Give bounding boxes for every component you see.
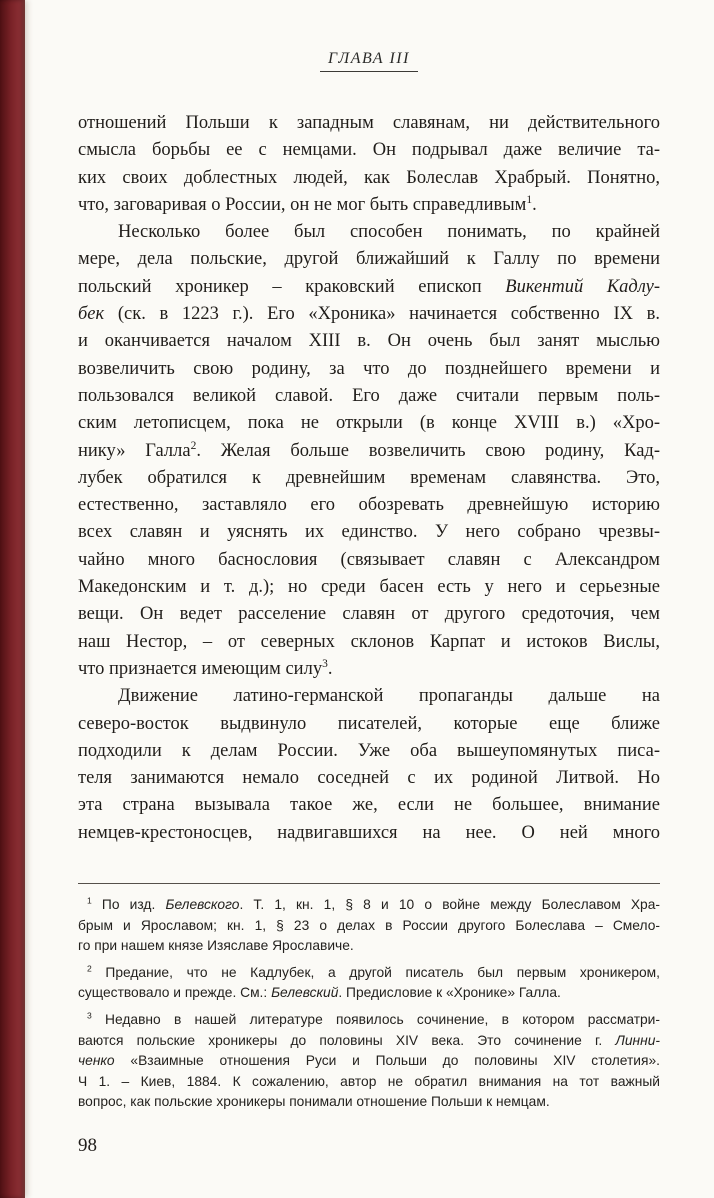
text-line: Ч 1. – Киев, 1884. К сожалению, автор не обратил внимания на тот важный xyxy=(78,1073,660,1089)
page-content xyxy=(78,0,660,1157)
text-line: го при нашем князе Изяславе Ярославиче. xyxy=(78,938,354,954)
text-line: нику» Галла$^2$. Желая больше возвеличить свою родину, Кад- xyxy=(78,439,660,461)
paragraph-1 xyxy=(78,110,660,219)
text-line: Несколько более был способен понимать, по крайней xyxy=(118,222,660,243)
text-line: существовало и прежде. См.: Белевский. Предисловие к «Хронике» Галла. xyxy=(78,985,561,1001)
text-line: $^3$ Недавно в нашей литературе появилось сочинение, в котором рассматри- xyxy=(87,1010,660,1027)
chapter-heading-text: ГЛАВА III xyxy=(320,50,418,72)
text-line: всех славян и уяснять их единство. У него собрано чрезвы- xyxy=(78,522,660,543)
text-line: вопрос, как польские хроникеры понимали отношение Польши к немцам. xyxy=(78,1094,550,1110)
text-line: естественно, заставляло его обозревать древнейшую историю xyxy=(78,495,660,516)
text-line: возвеличить свою родину, за что до позднейшего времени и xyxy=(78,358,660,379)
footnote-1 xyxy=(78,895,660,957)
text-line: брым и Ярославом; кн. 1, § 23 о делах в России другого Болеслава – Смело- xyxy=(78,917,660,933)
text-line: вещи. Он ведет расселение славян от другого средоточия, чем xyxy=(78,604,660,625)
main-text xyxy=(78,110,660,847)
text-line: и оканчивается началом XIII в. Он очень был занят мыслью xyxy=(78,331,660,352)
text-line: $^2$ Предание, что не Кадлубек, а другой писатель был первым хроникером, xyxy=(87,963,660,980)
text-line: подходили к делам России. Уже оба вышеупомянутых писа- xyxy=(78,740,660,761)
text-line: чайно много баснословия (связывает славян с Александром xyxy=(78,549,660,570)
chapter-heading xyxy=(78,50,660,78)
paragraph-3 xyxy=(78,683,660,847)
text-line: смысла борьбы ее с немцами. Он подрывал даже величие та- xyxy=(78,140,660,161)
text-line: $^1$ По изд. Белевского. Т. 1, кн. 1, § 8 и 10 о войне между Болеславом Хра- xyxy=(87,895,660,913)
text-line: Македонским и т. д.); но среди басен есть у него и серьезные xyxy=(78,577,660,598)
paragraph-2 xyxy=(78,219,660,683)
footnote-3 xyxy=(78,1010,660,1113)
footnote-2 xyxy=(78,963,660,1004)
text-line: пользовался великой славой. Его даже считали первым поль- xyxy=(78,385,660,406)
text-line: польский хроникер – краковский епископ Викентий Кадлу- xyxy=(78,276,660,297)
text-line: ваются польские хроникеры до половины XIV века. Это сочинение г. Линни- xyxy=(78,1032,660,1048)
text-line: бек (ск. в 1223 г.). Его «Хроника» начинается собственно IX в. xyxy=(78,304,660,325)
book-spine xyxy=(0,0,25,1198)
text-line: отношений Польши к западным славянам, ни действительного xyxy=(78,113,660,133)
text-line: мере, дела польские, другой ближайший к Галлу по времени xyxy=(78,249,660,270)
text-line: теля занимаются немало соседней с их родиной Литвой. Но xyxy=(78,768,660,789)
text-line: ченко «Взаимные отношения Руси и Польши до половины XIV столетия». xyxy=(78,1053,660,1069)
text-line: Движение латино-германской пропаганды дальше на xyxy=(118,686,660,707)
text-line: северо-восток выдвинуло писателей, которые еще ближе xyxy=(78,713,660,734)
footnote-divider xyxy=(78,883,660,884)
footnotes-section xyxy=(78,895,660,1113)
text-line: наш Нестор, – от северных склонов Карпат и истоков Вислы, xyxy=(78,631,660,652)
text-line: эта страна вызывала такое же, если не большее, внимание xyxy=(78,795,660,816)
text-line: немцев-крестоносцев, надвигавшихся на нее. О ней много xyxy=(78,822,660,843)
text-line: ких своих доблестных людей, как Болеслав Храбрый. Понятно, xyxy=(78,167,660,188)
text-line: что признается имеющим силу$^3$. xyxy=(78,657,333,679)
text-line: ским летописцем, пока не открыли (в конце XVIII в.) «Хро- xyxy=(78,413,660,434)
page-number: 98 xyxy=(78,1134,97,1156)
text-line: что, заговаривая о России, он не мог быть справедливым$^1$. xyxy=(78,193,537,215)
text-line: лубек обратился к древнейшим временам славянства. Это, xyxy=(78,467,660,488)
